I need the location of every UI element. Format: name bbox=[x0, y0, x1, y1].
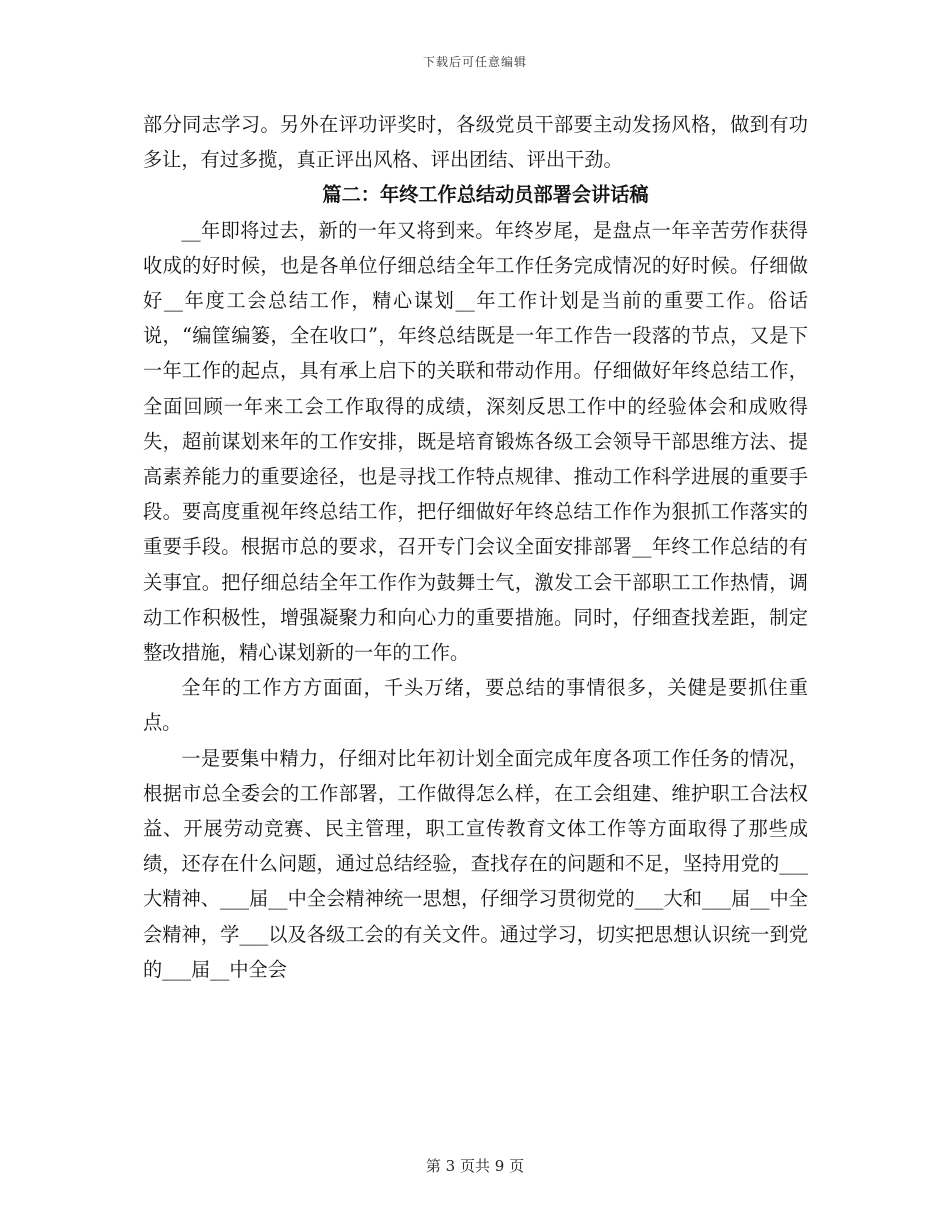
paragraph-1: __年即将过去，新的一年又将到来。年终岁尾，是盘点一年辛苦劳作获得收成的好时候，也是各单位仔细总结全年工作任务完成情况的好时候。仔细做好__年度工会总结工作，精心谋划__年工作计划是当前的重要工作。俗话说，“编筐编篓，全在收口”，年终总结既是一年工作告一段落的节点，又是下一年工作的起点，具有承上启下的关联和带动作用。仔细做好年终总结工作，全面回顾一年来工会工作取得的成绩，深刻反思工作中的经验体会和成败得失，超前谋划来年的工作安排，既是培育锻炼各级工会领导干部思维方法、提高素养能力的重要途径，也是寻找工作特点规律、推动工作科学进展的重要手段。要高度重视年终总结工作，把仔细做好年终总结工作作为狠抓工作落实的重要手段。根据市总的要求，召开专门会议全面安排部署__年终工作总结的有关事宜。把仔细总结全年工作作为鼓舞士气，激发工会干部职工工作热情，调动工作积极性，增强凝聚力和向心力的重要措施。同时，仔细查找差距，制定整改措施，精心谋划新的一年的工作。 bbox=[143, 218, 808, 665]
intro-paragraph: 部分同志学习。另外在评功评奖时，各级党员干部要主动发扬风格，做到有功多让，有过多揽，真正评出风格、评出团结、评出干劲。 bbox=[143, 113, 808, 172]
paragraph-2: 全年的工作方方面面，千头万绪，要总结的事情很多，关健是要抓住重点。 bbox=[143, 676, 808, 735]
page-header: 下载后可任意编辑 bbox=[422, 55, 527, 69]
paragraph-3: 一是要集中精力，仔细对比年初计划全面完成年度各项工作任务的情况，根据市总全委会的工作部署，工作做得怎么样，在工会组建、维护职工合法权益、开展劳动竞赛、民主管理，职工宣传教育文体工作等方面取得了那些成绩，还存在什么问题，通过总结经验，查找存在的问题和不足，坚持用党的___大精神、___届__中全会精神统一思想，仔细学习贯彻党的___大和___届__中全会精神，学___以及各级工会的有关文件。通过学习，切实把思想认识统一到党的___届__中全会 bbox=[143, 746, 808, 981]
page-footer: 第 3 页共 9 页 bbox=[425, 1157, 525, 1175]
document-body bbox=[143, 107, 808, 987]
section-title: 篇二：年终工作总结动员部署会讲话稿 bbox=[322, 183, 649, 207]
